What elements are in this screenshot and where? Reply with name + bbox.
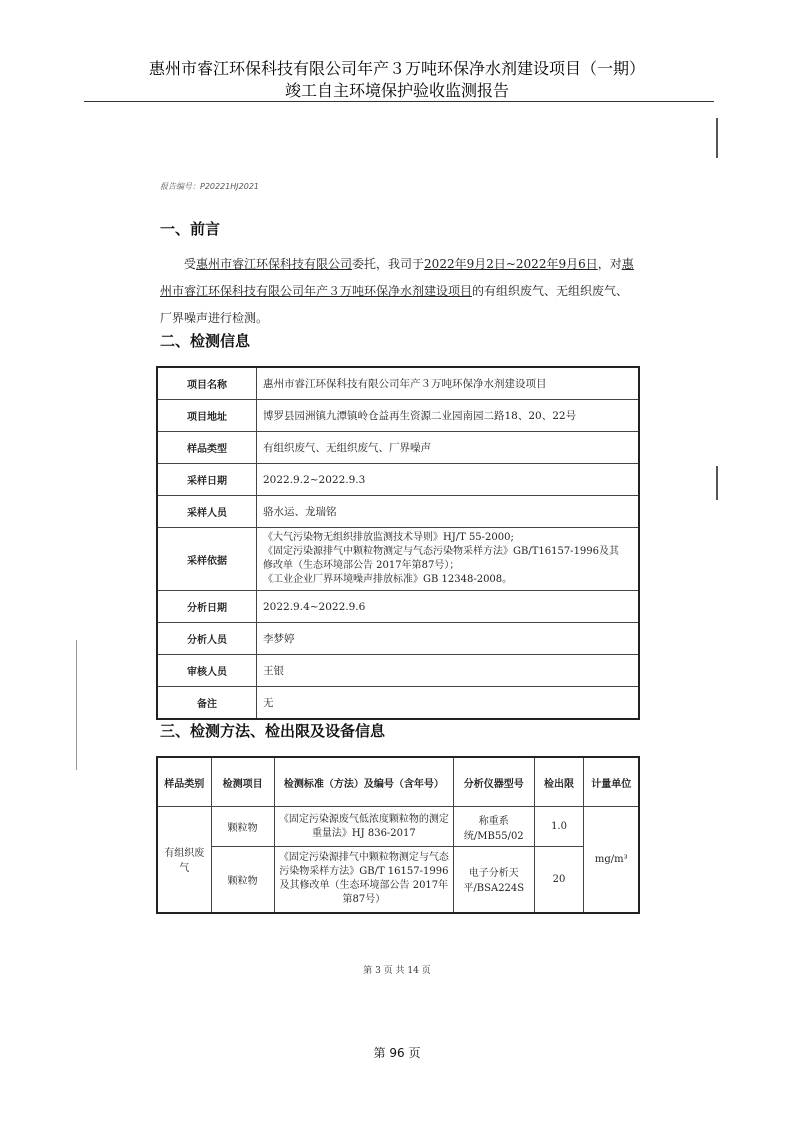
row-value: 博罗县园洲镇九潭镇岭仓益再生资源二业园南园二路18、20、22号 — [257, 400, 640, 432]
preface-text: ，对 — [597, 257, 622, 271]
table-row — [157, 528, 639, 591]
unit: mg/m³ — [584, 807, 639, 913]
column-header: 分析仪器型号 — [454, 757, 535, 807]
row-key: 采样人员 — [157, 496, 257, 528]
row-key: 采样依据 — [157, 528, 257, 591]
section-title-methods: 三、检测方法、检出限及设备信息 — [160, 722, 386, 740]
table-row — [157, 367, 639, 400]
table-row — [157, 623, 639, 655]
detection-info-table — [156, 366, 640, 720]
table-row — [157, 464, 639, 496]
test-dates: 2022年9月2日~2022年9月6日 — [424, 257, 598, 271]
basis-line: 《固定污染源排气中颗粒物测定与气态污染物采样方法》GB/T16157-1996及其 — [263, 546, 620, 557]
row-value: 王银 — [257, 655, 640, 687]
scan-edge-mark — [716, 466, 718, 500]
table-row — [157, 432, 639, 464]
table-row — [157, 591, 639, 623]
column-header: 样品类别 — [157, 757, 211, 807]
row-key: 项目名称 — [157, 367, 257, 400]
header-title-line2: 竣工自主环境保护验收监测报告 — [284, 81, 509, 100]
table-row — [157, 807, 639, 847]
header-rule — [84, 101, 714, 102]
test-standard: 《固定污染源废气低浓度颗粒物的测定重量法》HJ 836-2017 — [274, 807, 453, 847]
preface-text: 委托，我司于 — [352, 257, 425, 271]
header-title-line1: 惠州市睿江环保科技有限公司年产３万吨环保净水剂建设项目（一期） — [148, 59, 645, 78]
instrument-model: 电子分析天平/BSA224S — [454, 847, 535, 913]
row-value: 2022.9.4~2022.9.6 — [257, 591, 640, 623]
row-key: 采样日期 — [157, 464, 257, 496]
methods-table — [156, 756, 640, 914]
table-row — [157, 400, 639, 432]
table-header-row — [157, 757, 639, 807]
column-header: 检测项目 — [211, 757, 274, 807]
test-item: 颗粒物 — [211, 807, 274, 847]
project-name: 惠州市睿江环保科技有限公司年产３万吨环保净水剂建设项目 — [160, 257, 634, 298]
row-value: 惠州市睿江环保科技有限公司年产３万吨环保净水剂建设项目 — [257, 367, 640, 400]
row-value: 2022.9.2~2022.9.3 — [257, 464, 640, 496]
instrument-model: 称重系统/MB55/02 — [454, 807, 535, 847]
page-number: 第 96 页 — [373, 1046, 421, 1060]
client-name: 惠州市睿江环保科技有限公司 — [196, 257, 353, 271]
scan-edge-mark — [76, 640, 77, 770]
column-header: 检测标准（方法）及编号（含年号） — [274, 757, 453, 807]
section-title-preface: 一、前言 — [160, 220, 221, 238]
table-row — [157, 655, 639, 687]
test-item: 颗粒物 — [211, 847, 274, 913]
preface-text: 的有组织废气、无组织废气、厂界噪声进行检测。 — [160, 284, 629, 325]
preface-text: 受 — [184, 257, 197, 271]
sample-category: 有组织废气 — [157, 807, 211, 913]
basis-line: 修改单（生态环境部公告 2017年第87号）； — [263, 560, 460, 571]
column-header: 检出限 — [534, 757, 584, 807]
row-value: 李梦婷 — [257, 623, 640, 655]
sampling-basis — [257, 528, 640, 591]
basis-line: 《大气污染物无组织排放监测技术导则》HJ/T 55-2000; — [263, 532, 514, 543]
row-key: 备注 — [157, 687, 257, 720]
table-row — [157, 496, 639, 528]
inner-page-number: 第 3 页 共 14 页 — [363, 966, 431, 976]
row-value: 无 — [257, 687, 640, 720]
row-key: 分析人员 — [157, 623, 257, 655]
basis-line: 《工业企业厂界环境噪声排放标准》GB 12348-2008。 — [263, 574, 513, 585]
scan-edge-mark — [716, 118, 718, 158]
report-number: 报告编号：P20221HJ2021 — [160, 182, 260, 191]
detection-limit: 1.0 — [534, 807, 584, 847]
column-header: 计量单位 — [584, 757, 639, 807]
table-row — [157, 687, 639, 720]
preface-paragraph — [160, 251, 640, 332]
row-value: 骆水运、龙瑞铭 — [257, 496, 640, 528]
section-title-info: 二、检测信息 — [160, 332, 251, 350]
detection-limit: 20 — [534, 847, 584, 913]
row-value: 有组织废气、无组织废气、厂界噪声 — [257, 432, 640, 464]
row-key: 项目地址 — [157, 400, 257, 432]
test-standard: 《固定污染源排气中颗粒物测定与气态污染物采样方法》GB/T 16157-1996及其修改单（生态环境部公告 2017年第87号） — [274, 847, 453, 913]
row-key: 分析日期 — [157, 591, 257, 623]
table-row — [157, 847, 639, 913]
row-key: 样品类型 — [157, 432, 257, 464]
row-key: 审核人员 — [157, 655, 257, 687]
